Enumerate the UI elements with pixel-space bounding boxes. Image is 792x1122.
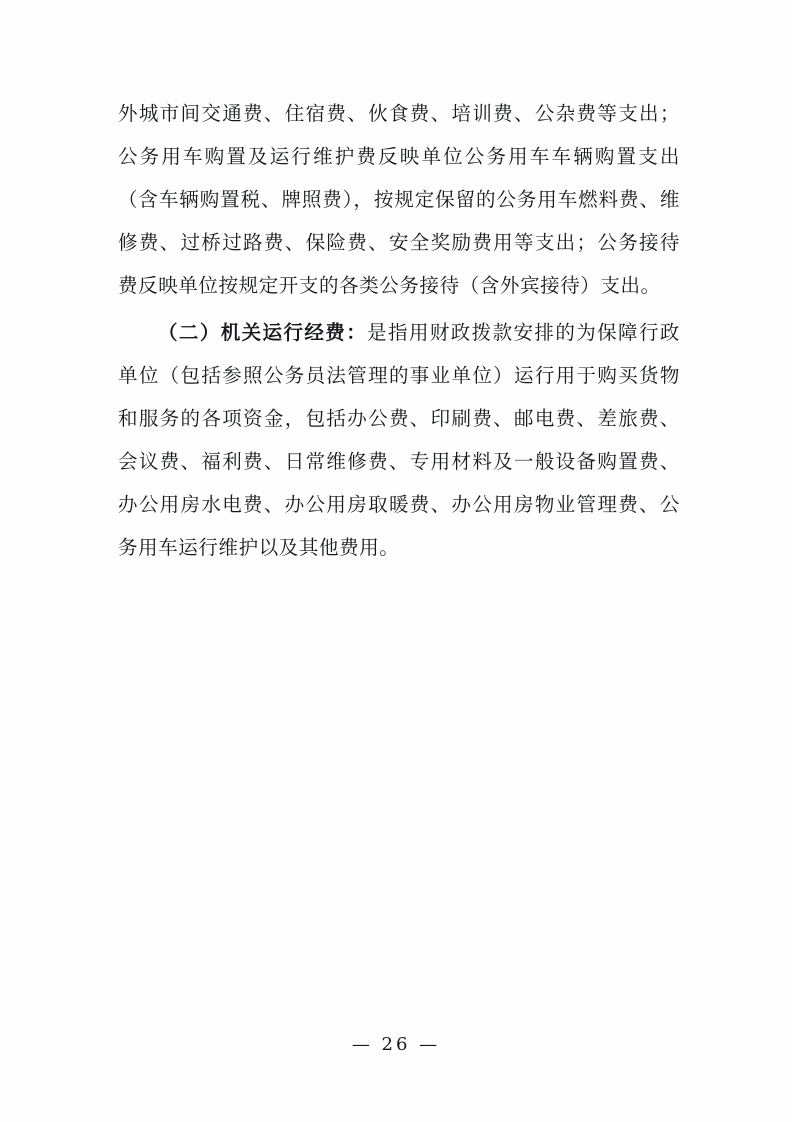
page-number-footer: — 26 — — [351, 1034, 441, 1055]
paragraph-lead-label: （二）机关运行经费： — [158, 321, 368, 344]
paragraph-expense-detail: 外城市间交通费、住宿费、伙食费、培训费、公杂费等支出；公务用车购置及运行维护费反映单位公务用车车辆购置支出（含车辆购置税、牌照费），按规定保留的公务用车燃料费、维修费、过桥过路费、保险费、安全奖励费用等支出；公务接待费反映单位按规定开支的各类公务接待（含外宾接待）支出。 — [118, 102, 680, 297]
paragraph-operating-funds-text: 是指用财政拨款安排的为保障行政单位（包括参照公务员法管理的事业单位）运行用于购买货物和服务的各项资金，包括办公费、印刷费、邮电费、差旅费、会议费、福利费、日常维修费、专用材料及一般设备购置费、办公用房水电费、办公用房取暖费、办公用房物业管理费、公务用车运行维护以及其他费用。 — [118, 321, 680, 559]
paragraph-operating-funds — [118, 311, 680, 569]
document-body — [118, 92, 680, 569]
